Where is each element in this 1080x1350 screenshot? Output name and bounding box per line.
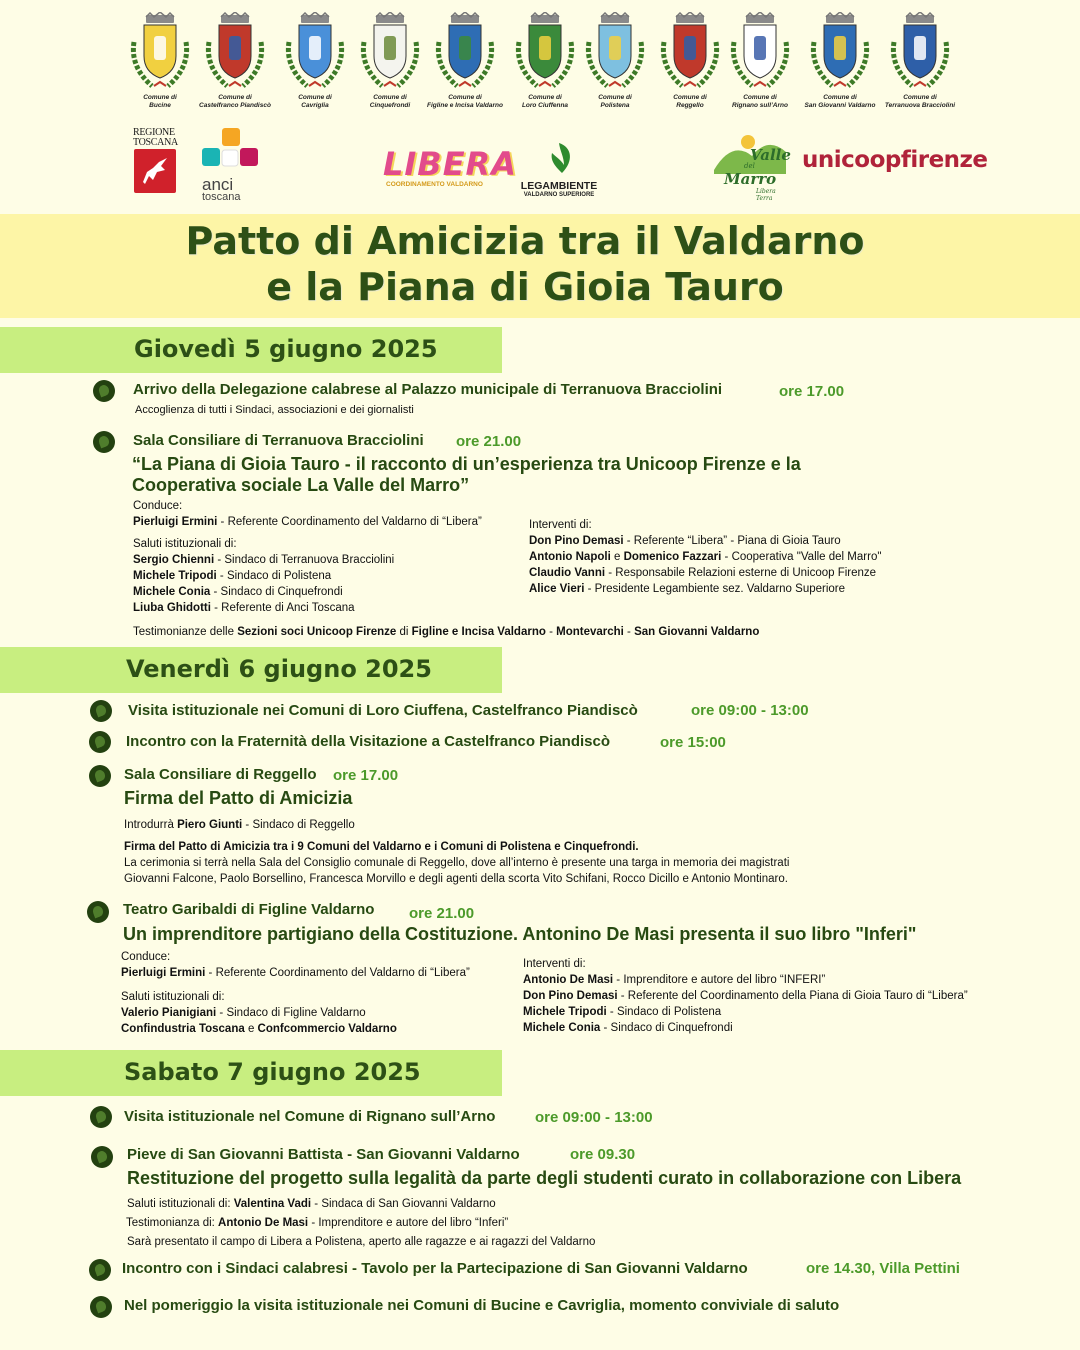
day3-event4-title: Nel pomeriggio la visita istituzionale nei Comuni di Bucine e Cavriglia, momento conviviale di saluto	[124, 1297, 840, 1314]
day1-event2-headline-2: Cooperativa sociale La Valle del Marro”	[132, 475, 470, 495]
valle-del-marro-logo	[712, 130, 792, 200]
day3-event3-title: Incontro con i Sindaci calabresi - Tavolo per la Partecipazione di San Giovanni Valdarno	[122, 1260, 748, 1277]
partner-logos	[0, 125, 1080, 205]
anci-line2: toscana	[202, 191, 241, 203]
crest-comune	[275, 12, 355, 110]
crest-name: Castelfranco Piandiscò	[199, 102, 271, 109]
day2-event3-intro	[124, 817, 355, 833]
leaf-bullet-icon	[91, 1146, 113, 1168]
saluti-item	[121, 1005, 470, 1021]
day1-testimonianze	[133, 624, 759, 640]
leaf-bullet-icon	[90, 1106, 112, 1128]
crest-comune	[195, 12, 275, 110]
saluti-and: e	[244, 1023, 258, 1035]
day1-right-col	[529, 517, 881, 597]
crest-prefix: Comune di	[373, 94, 407, 101]
libera-logo	[383, 145, 517, 199]
crest-name: San Giovanni Valdarno	[804, 102, 876, 109]
crest-comune	[800, 12, 880, 110]
test-bold: Sezioni soci Unicoop Firenze	[237, 626, 397, 638]
crest-caption	[350, 94, 430, 110]
saluti-role: - Referente di Anci Toscana	[210, 602, 355, 614]
crest-prefix: Comune di	[218, 94, 252, 101]
details-name: Antonio De Masi	[218, 1217, 309, 1229]
day2-event4-time: ore 21.00	[409, 905, 475, 922]
conduce-name: Pierluigi Ermini	[121, 967, 206, 979]
crest-comune	[575, 12, 655, 110]
intro-role: - Sindaco di Reggello	[242, 819, 355, 831]
day3-event1-time: ore 09:00 - 13:00	[535, 1109, 653, 1126]
interventi-role: - Imprenditore e autore del libro “INFERI”	[613, 974, 826, 986]
interventi-role: - Presidente Legambiente sez. Valdarno Superiore	[584, 583, 846, 595]
crest-comune	[720, 12, 800, 110]
day1-event1-time: ore 17.00	[779, 383, 845, 400]
crest-name: Reggello	[676, 102, 704, 109]
saluti-name: Confcommercio Valdarno	[257, 1023, 397, 1035]
crest-prefix: Comune di	[298, 94, 332, 101]
saluti-name: Liuba Ghidotti	[133, 602, 211, 614]
unicoop-name: unicoopfirenze	[802, 147, 988, 173]
valle-sub: Libera Terra	[756, 188, 776, 202]
conduce-role: - Referente Coordinamento del Valdarno di “Libera”	[217, 516, 482, 528]
day3-event2-headline: Restituzione del progetto sulla legalità da parte degli studenti curato in collaborazione con Libera	[127, 1168, 962, 1188]
details-line	[127, 1195, 595, 1214]
crest-prefix: Comune di	[823, 94, 857, 101]
crest-caption	[650, 94, 730, 110]
details-text: - Sindaca di San Giovanni Valdarno	[311, 1198, 496, 1210]
coat-of-arms-icon	[658, 12, 722, 92]
day2-event3-desc	[124, 839, 789, 887]
crest-name: Figline e Incisa Valdarno	[427, 102, 503, 109]
crest-name: Rignano sull’Arno	[732, 102, 788, 109]
title-line-2: e la Piana di Gioia Tauro	[266, 265, 784, 309]
saluti-label: Saluti istituzionali di:	[121, 991, 225, 1003]
crest-name: Polistena	[600, 102, 630, 109]
legambiente-logo	[514, 141, 604, 201]
test-text: Testimonianze delle	[133, 626, 238, 638]
interventi-name: Don Pino Demasi	[529, 535, 624, 547]
day2-event3-headline: Firma del Patto di Amicizia	[124, 788, 353, 808]
valle-l3: Marro	[724, 170, 777, 188]
coat-of-arms-icon	[283, 12, 347, 92]
regione-line1: REGIONE	[133, 127, 175, 138]
legambiente-name: LEGAMBIENTE	[520, 180, 598, 192]
interventi-name: Claudio Vanni	[529, 567, 606, 579]
interventi-name: Alice Vieri	[529, 583, 585, 595]
crest-name: Bucine	[149, 102, 171, 109]
interventi-role: - Cooperativa "Valle del Marro"	[721, 551, 882, 563]
interventi-name: Domenico Fazzari	[623, 551, 722, 563]
leaf-bullet-icon	[93, 380, 115, 402]
coat-of-arms-icon	[433, 12, 497, 92]
saluti-role: - Sindaco di Terranuova Bracciolini	[214, 554, 395, 566]
crest-caption	[800, 94, 880, 110]
crest-prefix: Comune di	[673, 94, 707, 101]
coat-of-arms-icon	[128, 12, 192, 92]
crest-caption	[120, 94, 200, 110]
interventi-name: Antonio Napoli	[529, 551, 611, 563]
comuni-crests	[120, 12, 970, 122]
coat-of-arms-icon	[808, 12, 872, 92]
leaf-bullet-icon	[93, 431, 115, 453]
title-line-1: Patto di Amicizia tra il Valdarno	[185, 219, 865, 263]
crest-comune	[425, 12, 505, 110]
leaf-bullet-icon	[89, 731, 111, 753]
saluti-role: - Sindaco di Figline Valdarno	[216, 1007, 366, 1019]
test-text: -	[623, 626, 635, 638]
regione-toscana-logo	[133, 128, 179, 199]
day2-event2-time: ore 15:00	[660, 734, 726, 751]
conduce-label: Conduce:	[121, 951, 171, 963]
test-bold: Figline e Incisa Valdarno	[411, 626, 546, 638]
libera-name: LIBERA	[383, 145, 517, 183]
leaf-bullet-icon	[87, 901, 109, 923]
crest-comune	[120, 12, 200, 110]
details-text: Saluti istituzionali di:	[127, 1198, 234, 1210]
day2-left-col	[121, 949, 470, 1037]
saluti-role: - Sindaco di Polistena	[216, 570, 332, 582]
day3-event2-time: ore 09.30	[570, 1146, 636, 1163]
leaf-bullet-icon	[89, 765, 111, 787]
saluti-item	[133, 568, 482, 584]
interventi-label: Interventi di:	[523, 958, 586, 970]
desc-line: La cerimonia si terrà nella Sala del Consiglio comunale di Reggello, dove all’interno è presente una targa in memoria dei magistrati	[124, 857, 790, 869]
day2-event2-title: Incontro con la Fraternità della Visitazione a Castelfranco Piandiscò	[126, 733, 611, 750]
interventi-item	[523, 1004, 968, 1020]
coat-of-arms-icon	[358, 12, 422, 92]
test-bold: Montevarchi	[556, 626, 624, 638]
leaf-bullet-icon	[89, 1259, 111, 1281]
crest-name: Cinquefrondi	[369, 102, 411, 109]
interventi-name: Michele Tripodi	[523, 1006, 607, 1018]
crest-prefix: Comune di	[598, 94, 632, 101]
interventi-item	[523, 972, 968, 988]
desc-line: Giovanni Falcone, Paolo Borsellino, Francesca Morvillo e degli agenti della scorta Vito Schifani, Rocco Dicillo e Antonio Montinaro.	[124, 873, 788, 885]
test-text: di	[396, 626, 412, 638]
day3-event2-title: Pieve di San Giovanni Battista - San Giovanni Valdarno	[127, 1146, 520, 1163]
test-bold: San Giovanni Valdarno	[634, 626, 760, 638]
coat-of-arms-icon	[203, 12, 267, 92]
interventi-role: - Referente del Coordinamento della Piana di Gioia Tauro di “Libera”	[617, 990, 968, 1002]
crest-caption	[425, 94, 505, 110]
day3-event2-details	[127, 1195, 595, 1252]
day1-event1-title: Arrivo della Delegazione calabrese al Palazzo municipale di Terranuova Bracciolini	[133, 381, 723, 398]
saluti-name: Valerio Pianigiani	[121, 1007, 217, 1019]
valle-l2: del	[744, 162, 755, 170]
saluti-name: Sergio Chienni	[133, 554, 215, 566]
crest-prefix: Comune di	[903, 94, 937, 101]
anci-line1: anci	[202, 175, 234, 194]
day2-event1-title: Visita istituzionale nei Comuni di Loro Ciuffena, Castelfranco Piandiscò	[128, 702, 638, 719]
saluti-name: Confindustria Toscana	[121, 1023, 245, 1035]
interventi-item	[529, 533, 881, 549]
saluti-name: Michele Conia	[133, 586, 211, 598]
crest-prefix: Comune di	[528, 94, 562, 101]
intro-text: Introdurrà	[124, 819, 178, 831]
crest-caption	[880, 94, 960, 110]
conduce-line	[121, 965, 470, 981]
leaf-icon	[542, 141, 576, 175]
conduce-name: Pierluigi Ermini	[133, 516, 218, 528]
crest-comune	[505, 12, 585, 110]
unicoop-firenze-logo	[802, 147, 1002, 173]
interventi-item	[523, 988, 968, 1004]
details-name: Valentina Vadi	[233, 1198, 312, 1210]
crest-comune	[880, 12, 960, 110]
interventi-name: Antonio De Masi	[523, 974, 614, 986]
coat-of-arms-icon	[583, 12, 647, 92]
conduce-line	[133, 514, 482, 530]
day2-right-col	[523, 956, 968, 1036]
crest-caption	[195, 94, 275, 110]
details-text: Testimonianza di:	[126, 1217, 219, 1229]
interventi-role: - Referente “Libera” - Piana di Gioia Tauro	[623, 535, 841, 547]
leaf-bullet-icon	[90, 1296, 112, 1318]
saluti-item	[133, 552, 482, 568]
valle-l1: Valle	[750, 146, 791, 164]
day3-event1-title: Visita istituzionale nel Comune di Rignano sull’Arno	[124, 1108, 496, 1125]
crest-prefix: Comune di	[743, 94, 777, 101]
day1-event1-desc: Accoglienza di tutti i Sindaci, associazioni e dei giornalisti	[135, 404, 414, 416]
day3-label: Sabato 7 giugno 2025	[124, 1058, 421, 1086]
saluti-item	[121, 1021, 470, 1037]
crest-name: Terranuova Bracciolini	[884, 102, 956, 109]
crest-comune	[650, 12, 730, 110]
intro-name: Piero Giunti	[177, 819, 243, 831]
regione-line2: TOSCANA	[133, 137, 178, 148]
saluti-label: Saluti istituzionali di:	[133, 538, 237, 550]
interventi-role: - Sindaco di Cinquefrondi	[600, 1022, 733, 1034]
coat-of-arms-icon	[513, 12, 577, 92]
interventi-and: e	[610, 551, 624, 563]
interventi-name: Don Pino Demasi	[523, 990, 618, 1002]
coat-of-arms-icon	[888, 12, 952, 92]
details-line	[126, 1214, 595, 1233]
day1-left-col	[133, 498, 482, 616]
crest-name: Loro Ciuffenna	[521, 102, 569, 109]
day1-event2-title: Sala Consiliare di Terranuova Bracciolini	[133, 432, 424, 449]
desc-bold: Firma del Patto di Amicizia tra i 9 Comuni del Valdarno e i Comuni di Polistena e Cinquefrondi.	[124, 841, 639, 853]
conduce-role: - Referente Coordinamento del Valdarno di “Libera”	[205, 967, 470, 979]
day2-event4-headline: Un imprenditore partigiano della Costituzione. Antonino De Masi presenta il suo libro "Inferi"	[123, 924, 917, 944]
day1-event2-time: ore 21.00	[456, 433, 522, 450]
libera-sub: COORDINAMENTO VALDARNO	[386, 181, 483, 188]
crest-caption	[505, 94, 585, 110]
interventi-item	[529, 565, 881, 581]
crest-name: Cavriglia	[301, 102, 329, 109]
test-text: -	[545, 626, 557, 638]
interventi-role: - Sindaco di Polistena	[606, 1006, 722, 1018]
crest-comune	[350, 12, 430, 110]
day3-event3-time: ore 14.30, Villa Pettini	[806, 1260, 960, 1277]
crest-prefix: Comune di	[448, 94, 482, 101]
saluti-name: Michele Tripodi	[133, 570, 217, 582]
day1-event2-headline-1: “La Piana di Gioia Tauro - il racconto di un’esperienza tra Unicoop Firenze e la	[132, 454, 801, 474]
day2-event4-title: Teatro Garibaldi di Figline Valdarno	[123, 901, 375, 918]
coat-of-arms-icon	[728, 12, 792, 92]
anci-toscana-logo	[200, 128, 264, 203]
interventi-item	[529, 581, 881, 597]
interventi-name: Michele Conia	[523, 1022, 601, 1034]
interventi-item	[523, 1020, 968, 1036]
interventi-label: Interventi di:	[529, 519, 592, 531]
details-line: Sarà presentato il campo di Libera a Polistena, aperto alle ragazze e ai ragazzi del Valdarno	[127, 1236, 596, 1248]
leaf-bullet-icon	[90, 700, 112, 722]
saluti-role: - Sindaco di Cinquefrondi	[210, 586, 343, 598]
interventi-role: - Responsabile Relazioni esterne di Unicoop Firenze	[605, 567, 877, 579]
day1-label: Giovedì 5 giugno 2025	[134, 335, 438, 363]
day2-event3-title: Sala Consiliare di Reggello	[124, 766, 317, 783]
day2-label: Venerdì 6 giugno 2025	[126, 655, 432, 683]
legambiente-sub: VALDARNO SUPERIORE	[523, 192, 595, 198]
details-text: - Imprenditore e autore del libro “Inferi”	[308, 1217, 509, 1229]
conduce-label: Conduce:	[133, 500, 183, 512]
day2-event1-time: ore 09:00 - 13:00	[691, 702, 809, 719]
saluti-item	[133, 600, 482, 616]
pegasus-icon	[133, 148, 177, 194]
day2-event3-time: ore 17.00	[333, 767, 399, 784]
interventi-item	[529, 549, 881, 565]
anci-squares-icon	[200, 128, 260, 172]
crest-caption	[575, 94, 655, 110]
crest-caption	[720, 94, 800, 110]
saluti-item	[133, 584, 482, 600]
crest-prefix: Comune di	[143, 94, 177, 101]
crest-caption	[275, 94, 355, 110]
page-title	[0, 218, 1050, 310]
